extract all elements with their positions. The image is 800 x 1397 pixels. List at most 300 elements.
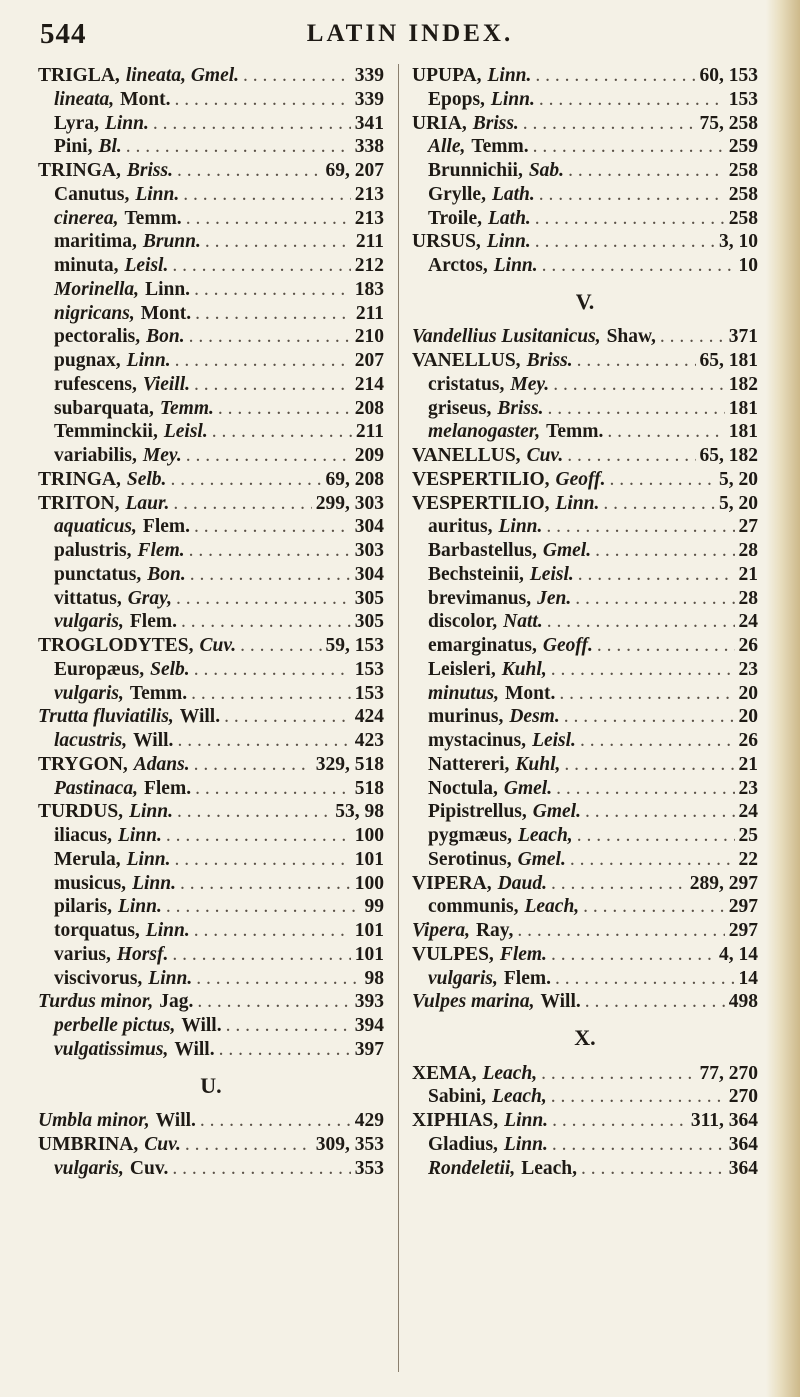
leader-dots: [551, 943, 715, 967]
leader-dots: [555, 967, 735, 991]
entry-name: Alle,: [428, 136, 466, 158]
entry-name: vulgaris,: [54, 1157, 124, 1179]
entry-name: vittatus,: [54, 587, 122, 609]
entry-pages: 181: [728, 397, 758, 419]
page-number: 544: [40, 18, 87, 50]
entry-name: VIPERA,: [412, 872, 492, 894]
entry-author: Temm.: [159, 397, 214, 419]
index-entry: [412, 1157, 758, 1181]
entry-author: Natt.: [503, 611, 543, 633]
leader-dots: [240, 634, 321, 658]
entry-name: rufescens,: [54, 373, 137, 395]
entry-name: minutus,: [428, 682, 500, 704]
leader-dots: [170, 468, 321, 492]
entry-name: punctatus,: [54, 563, 142, 585]
entry-author: Linn.: [129, 801, 173, 823]
index-entry: [412, 1133, 758, 1157]
entry-author: Gmel.: [503, 777, 553, 799]
entry-author: Linn.: [132, 872, 176, 894]
index-entry: [38, 943, 384, 967]
entry-pages: 20: [738, 706, 758, 728]
entry-pages: 100: [354, 825, 384, 846]
entry-author: Leach,: [524, 896, 580, 918]
leader-dots: [542, 254, 735, 278]
leader-dots: [539, 88, 725, 112]
leader-dots: [172, 943, 350, 967]
index-entry: [412, 444, 758, 468]
leader-dots: [177, 159, 322, 183]
entry-pages: 311, 364: [690, 1110, 758, 1131]
entry-author: Will.: [155, 1110, 196, 1131]
entry-author: Temm.: [124, 207, 182, 229]
entry-author: Linn.: [493, 255, 538, 276]
leader-dots: [535, 230, 715, 254]
leader-dots: [218, 397, 351, 421]
entry-pages: 99: [364, 896, 384, 918]
index-entry: [38, 872, 384, 896]
entry-pages: 429: [354, 1110, 384, 1131]
entry-name: VANELLUS,: [412, 445, 521, 466]
index-entry: [38, 1133, 384, 1157]
entry-name: iliacus,: [54, 825, 112, 846]
index-entry: [412, 468, 758, 492]
entry-author: Geoff.: [555, 468, 606, 490]
leader-dots: [186, 444, 351, 468]
leader-dots: [166, 895, 361, 919]
entry-pages: 397: [354, 1038, 384, 1060]
entry-name: brevimanus,: [428, 587, 532, 609]
entry-pages: 289, 297: [689, 872, 758, 894]
entry-pages: 98: [364, 967, 384, 989]
entry-pages: 339: [354, 88, 384, 110]
entry-pages: 26: [738, 730, 758, 751]
leader-dots: [185, 1133, 312, 1157]
index-entry: [38, 397, 384, 421]
index-entry: [38, 610, 384, 634]
leader-dots: [195, 777, 351, 801]
entry-name: Rondeletii,: [428, 1157, 516, 1179]
entry-pages: 214: [354, 373, 384, 395]
leader-dots: [585, 800, 735, 824]
index-entry: [412, 729, 758, 753]
entry-name: variabilis,: [54, 445, 137, 466]
entry-author: Mont.: [120, 88, 171, 110]
entry-pages: 209: [354, 445, 384, 466]
index-entry: [412, 919, 758, 943]
index-entry: [38, 112, 384, 136]
entry-author: lineata, Gmel.: [125, 65, 240, 86]
entry-pages: 498: [728, 991, 758, 1013]
entry-pages: 213: [354, 207, 384, 229]
entry-pages: 27: [738, 516, 758, 538]
index-entry: [412, 682, 758, 706]
index-entry: [38, 729, 384, 753]
leader-dots: [547, 610, 735, 634]
entry-pages: 518: [354, 777, 384, 799]
leader-dots: [603, 492, 715, 516]
entry-author: Linn.: [126, 848, 171, 870]
index-entry: [412, 397, 758, 421]
leader-dots: [205, 230, 352, 254]
entry-pages: 24: [738, 611, 758, 633]
index-entry: [38, 492, 384, 516]
entry-pages: 69, 207: [325, 160, 384, 181]
leader-dots: [219, 1038, 351, 1062]
entry-pages: 270: [728, 1086, 758, 1108]
index-entry: [412, 967, 758, 991]
entry-name: griseus,: [428, 397, 492, 419]
entry-pages: 213: [354, 183, 384, 205]
index-entry: [38, 444, 384, 468]
entry-pages: 297: [728, 920, 758, 941]
entry-author: Cuv.: [129, 1157, 169, 1179]
index-entry: [38, 539, 384, 563]
entry-author: Linn.: [145, 920, 190, 941]
entry-name: Bechsteinii,: [428, 563, 524, 585]
right-column: [412, 64, 758, 1180]
index-entry: [38, 278, 384, 302]
index-entry: [412, 515, 758, 539]
index-entry: [38, 515, 384, 539]
leader-dots: [126, 135, 351, 159]
entry-author: Briss.: [126, 160, 173, 181]
entry-author: Mont.: [140, 302, 192, 324]
index-entry: [38, 658, 384, 682]
entry-name: varius,: [54, 943, 111, 965]
entry-name: cinerea,: [54, 207, 119, 229]
entry-name: pugnax,: [54, 350, 121, 371]
entry-name: vulgaris,: [54, 611, 124, 633]
entry-author: Linn.: [117, 896, 162, 918]
index-entry: [412, 207, 758, 231]
entry-author: Linn.: [504, 1110, 549, 1131]
entry-author: Selb.: [126, 468, 167, 490]
entry-name: Umbla minor,: [38, 1110, 150, 1131]
leader-dots: [153, 112, 351, 136]
entry-author: Linn.: [135, 183, 180, 205]
leader-dots: [609, 468, 715, 492]
leader-dots: [552, 1109, 687, 1133]
leader-dots: [567, 444, 695, 468]
entry-author: Mey.: [510, 373, 550, 395]
entry-pages: 23: [738, 658, 758, 680]
entry-name: TRINGA,: [38, 468, 121, 490]
leader-dots: [194, 919, 351, 943]
index-entry: [412, 800, 758, 824]
entry-pages: 21: [738, 563, 758, 585]
index-entry: [38, 349, 384, 373]
index-entry: [38, 88, 384, 112]
entry-pages: 211: [355, 231, 384, 253]
leader-dots: [583, 895, 725, 919]
entry-name: viscivorus,: [54, 967, 143, 989]
entry-author: Desm.: [509, 706, 560, 728]
entry-name: Arctos,: [428, 255, 488, 276]
entry-name: minuta,: [54, 255, 119, 276]
entry-pages: 305: [354, 611, 384, 633]
leader-dots: [189, 325, 351, 349]
entry-name: Vipera,: [412, 920, 470, 941]
entry-author: Linn.: [555, 492, 600, 514]
entry-author: Leisl.: [163, 421, 208, 443]
leader-dots: [226, 1014, 351, 1038]
entry-pages: 305: [354, 587, 384, 609]
entry-pages: 338: [354, 136, 384, 158]
entry-pages: 101: [354, 943, 384, 965]
leader-dots: [212, 420, 352, 444]
entry-name: Trutta fluviatilis,: [38, 706, 174, 728]
entry-name: URSUS,: [412, 231, 481, 253]
leader-dots: [173, 492, 311, 516]
index-entry: [412, 990, 758, 1014]
entry-name: Grylle,: [428, 183, 486, 205]
entry-name: TRYGON,: [38, 753, 128, 775]
entry-name: Pipistrellus,: [428, 801, 527, 823]
index-entry: [38, 468, 384, 492]
entry-pages: 65, 182: [699, 445, 758, 466]
entry-author: Briss.: [472, 112, 519, 134]
index-entry: [412, 848, 758, 872]
entry-pages: 65, 181: [699, 350, 758, 371]
leader-dots: [551, 872, 686, 896]
leader-dots: [196, 967, 360, 991]
leader-dots: [172, 1157, 350, 1181]
leader-dots: [578, 563, 735, 587]
entry-name: Epops,: [428, 88, 485, 110]
entry-pages: 59, 153: [325, 635, 384, 656]
entry-author: Sab.: [528, 160, 565, 181]
entry-author: Jag.: [159, 991, 194, 1013]
entry-author: Linn.: [503, 1133, 548, 1155]
index-entry: [412, 88, 758, 112]
entry-author: Vieill.: [142, 373, 190, 395]
index-entry: [412, 872, 758, 896]
entry-author: Mey.: [142, 445, 182, 466]
entry-pages: 25: [738, 825, 758, 846]
entry-author: Flem.: [143, 777, 192, 799]
entry-author: Temm.: [129, 682, 188, 704]
entry-pages: 211: [355, 302, 384, 324]
index-entry: [412, 325, 758, 349]
entry-pages: 208: [354, 397, 384, 419]
index-entry: [412, 539, 758, 563]
entry-pages: 183: [354, 278, 384, 300]
index-entry: [412, 183, 758, 207]
entry-name: XEMA,: [412, 1062, 477, 1084]
entry-author: Bl.: [98, 136, 122, 158]
index-entry: [38, 207, 384, 231]
leader-dots: [190, 563, 351, 587]
entry-name: VANELLUS,: [412, 350, 521, 371]
entry-name: Lyra,: [54, 112, 99, 134]
index-entry: [38, 159, 384, 183]
entry-author: Will.: [174, 1038, 215, 1060]
leader-dots: [597, 634, 735, 658]
index-entry: [412, 943, 758, 967]
entry-author: Gmel.: [542, 540, 592, 561]
entry-name: VULPES,: [412, 943, 494, 965]
entry-author: Will.: [181, 1015, 222, 1036]
index-entry: [412, 420, 758, 444]
index-entry: [412, 610, 758, 634]
leader-dots: [194, 753, 312, 777]
leader-dots: [585, 990, 725, 1014]
entry-pages: 210: [354, 326, 384, 348]
leader-dots: [243, 64, 351, 88]
entry-author: Leisl.: [532, 730, 576, 751]
entry-name: musicus,: [54, 872, 127, 894]
leader-dots: [200, 1109, 351, 1133]
section-letter: U.: [200, 1072, 222, 1098]
entry-pages: 304: [354, 516, 384, 538]
entry-author: Cuv.: [144, 1133, 181, 1155]
entry-pages: 304: [354, 563, 384, 585]
index-entry: [38, 682, 384, 706]
leader-dots: [176, 587, 351, 611]
index-entry: [38, 230, 384, 254]
entry-name: TURDUS,: [38, 801, 124, 823]
entry-author: Linn.: [117, 825, 162, 846]
entry-author: Flem.: [137, 540, 185, 561]
index-entry: [38, 302, 384, 326]
entry-pages: 329, 518: [315, 753, 384, 775]
entry-author: Briss.: [497, 397, 544, 419]
entry-name: murinus,: [428, 706, 504, 728]
index-entry: [412, 1085, 758, 1109]
index-entry: [38, 800, 384, 824]
entry-name: TRITON,: [38, 492, 120, 514]
entry-pages: 20: [738, 682, 758, 704]
leader-dots: [166, 824, 351, 848]
running-title: LATIN INDEX.: [306, 20, 514, 47]
entry-author: Cuv.: [526, 445, 564, 466]
index-entry: [38, 848, 384, 872]
entry-pages: 364: [728, 1157, 758, 1179]
entry-pages: 28: [738, 540, 758, 561]
entry-author: Leach,: [521, 1157, 578, 1179]
entry-pages: 14: [738, 967, 758, 989]
entry-author: Flem.: [499, 943, 547, 965]
entry-author: Kuhl,: [515, 753, 561, 775]
entry-pages: 3, 10: [719, 231, 758, 253]
index-entry: [38, 325, 384, 349]
entry-pages: 212: [354, 255, 384, 276]
leader-dots: [194, 515, 351, 539]
index-entry: [38, 705, 384, 729]
leader-dots: [580, 729, 735, 753]
leader-dots: [194, 278, 351, 302]
entry-author: Flem.: [142, 516, 191, 538]
index-entry: [412, 705, 758, 729]
leader-dots: [539, 183, 725, 207]
entry-name: Sabini,: [428, 1086, 486, 1108]
index-entry: [412, 135, 758, 159]
entry-author: Geoff.: [542, 635, 593, 656]
entry-author: Laur.: [125, 492, 170, 514]
index-entry: [38, 967, 384, 991]
index-entry: [412, 349, 758, 373]
section-letter: V.: [575, 288, 595, 314]
leader-dots: [175, 349, 351, 373]
leader-dots: [535, 207, 725, 231]
entry-author: Ray,: [475, 920, 514, 941]
entry-name: maritima,: [54, 231, 137, 253]
page-header: [40, 18, 780, 52]
index-entry: [412, 64, 758, 88]
index-entry: [38, 990, 384, 1014]
entry-pages: 259: [728, 136, 758, 158]
index-entry: [412, 254, 758, 278]
leader-dots: [195, 302, 352, 326]
leader-dots: [224, 705, 351, 729]
index-entry: [38, 563, 384, 587]
entry-name: Morinella,: [54, 278, 140, 300]
entry-name: URIA,: [412, 112, 467, 134]
entry-author: Linn.: [148, 967, 193, 989]
entry-pages: 101: [354, 848, 384, 870]
entry-author: Selb.: [150, 658, 190, 680]
entry-pages: 258: [728, 207, 758, 229]
column-divider: [398, 64, 399, 1372]
entry-author: Temm.: [546, 421, 604, 443]
entry-name: auritus,: [428, 516, 493, 538]
entry-pages: 53, 98: [335, 801, 384, 823]
entry-name: Noctula,: [428, 777, 498, 799]
entry-pages: 181: [728, 421, 758, 443]
entry-name: TRIGLA,: [38, 65, 120, 86]
entry-author: Flem.: [503, 967, 551, 989]
entry-author: Linn.: [145, 278, 191, 300]
index-entry: [412, 230, 758, 254]
entry-name: Troile,: [428, 207, 482, 229]
leader-dots: [533, 135, 725, 159]
index-entry: [412, 824, 758, 848]
leader-dots: [175, 88, 351, 112]
entry-name: VESPERTILIO,: [412, 468, 550, 490]
entry-name: vulgaris,: [428, 967, 498, 989]
index-entry: [412, 1062, 758, 1086]
index-entry: [38, 183, 384, 207]
entry-pages: 258: [728, 183, 758, 205]
index-entry: [38, 135, 384, 159]
entry-pages: 75, 258: [699, 112, 758, 134]
entry-name: Turdus minor,: [38, 991, 154, 1013]
entry-author: Kuhl,: [501, 658, 547, 680]
leader-dots: [180, 872, 351, 896]
leader-dots: [177, 800, 331, 824]
entry-author: Leisl.: [529, 563, 574, 585]
leader-dots: [577, 824, 735, 848]
entry-author: Linn.: [490, 88, 535, 110]
index-entry: [38, 824, 384, 848]
entry-name: Serotinus,: [428, 848, 512, 870]
leader-dots: [551, 658, 735, 682]
entry-pages: 364: [728, 1133, 758, 1155]
index-entry: [412, 895, 758, 919]
entry-name: vulgatissimus,: [54, 1038, 169, 1060]
entry-name: torquatus,: [54, 920, 140, 941]
index-entry: [38, 895, 384, 919]
index-entry: [38, 373, 384, 397]
leader-dots: [551, 1085, 725, 1109]
leader-dots: [194, 373, 351, 397]
leader-dots: [546, 515, 734, 539]
entry-name: lineata,: [54, 88, 115, 110]
index-entry: [412, 777, 758, 801]
entry-name: perbelle pictus,: [54, 1015, 176, 1036]
leader-dots: [172, 254, 350, 278]
entry-pages: 101: [354, 920, 384, 941]
